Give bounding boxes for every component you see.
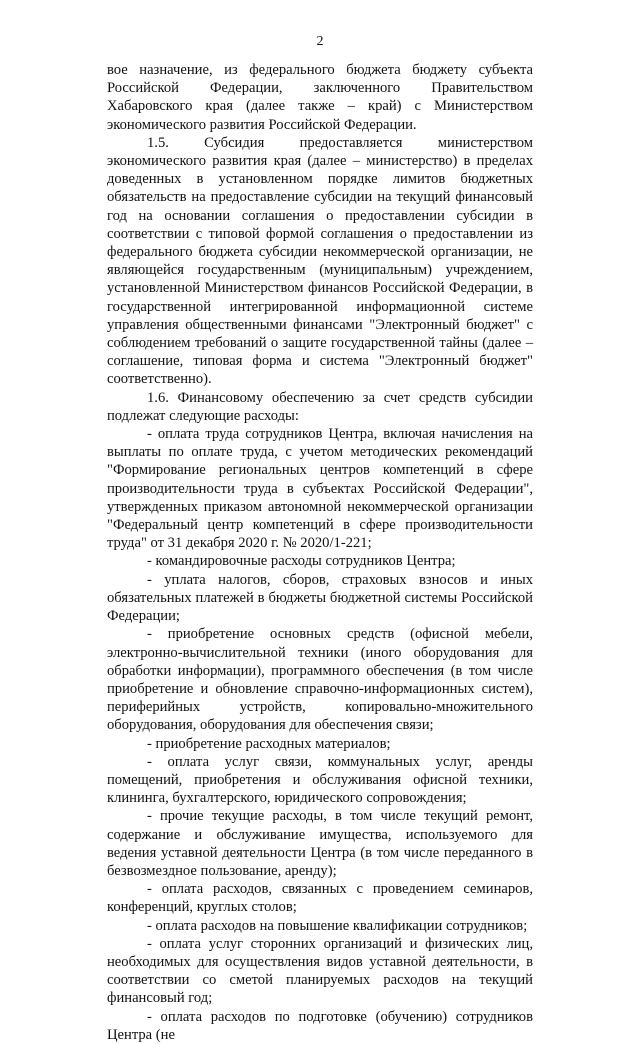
list-item: - оплата услуг сторонних организаций и физических лиц, необходимых для осуществления видов уставной деятельности, в соответствии со сметой планируемых расходов на текущий финансовый год; [107,935,533,1007]
list-item: - приобретение основных средств (офисной мебели, электронно-вычислительной техники (иного оборудования для обработки информации), программного обеспечения (в том числе приобретение и обновление справочно-информационных систем), периферийных устройств, копировально-множительного оборудования, оборудования для обеспечения связи; [107,626,533,734]
list-item: - оплата расходов, связанных с проведением семинаров, конференций, круглых столов; [107,881,533,916]
list-item: - прочие текущие расходы, в том числе текущий ремонт, содержание и обслуживание имущества, используемого для ведения уставной деятельности Центра (в том числе переданного в безвозмездное пользование, аренду); [107,808,533,879]
document-body [107,61,533,1044]
list-item: - командировочные расходы сотрудников Центра; [147,553,456,570]
list-item: - оплата труда сотрудников Центра, включая начисления на выплаты по оплате труда, с учетом методических рекомендаций "Формирование региональных центров компетенций в сфере производительности труда в субъектах Российской Федерации", утвержденных приказом автономной некоммерческой организации "Федеральный центр компетенций в сфере производительности труда" от 31 декабря 2020 г. № 2020/1-221; [107,426,533,552]
list-item: - оплата расходов на повышение квалификации сотрудников; [147,917,528,934]
list-item: - оплата услуг связи, коммунальных услуг, аренды помещений, приобретения и обслуживания офисной техники, клининга, бухгалтерского, юридического сопровождения; [107,753,533,807]
paragraph-1-6: 1.6. Финансовому обеспечению за счет средств субсидии подлежат следующие расходы: [107,389,533,424]
paragraph-1-5: 1.5. Субсидия предоставляется министерством экономического развития края (далее – министерство) в пределах доведенных в установленном порядке лимитов бюджетных обязательств на предоставление субсидии на текущий финансовый год на основании соглашения о предоставлении субсидии в соответствии с типовой формой соглашения о предоставлении из федерального бюджета субсидии некоммерческой организации, не являющейся государственным (муниципальным) учреждением, установленной Министерством финансов Российской Федерации, в государственной интегрированной информационной системе управления общественными финансами "Электронный бюджет" с соблюдением требований о защите государственной тайны (далее – соглашение, типовая форма и система "Электронный бюджет" соответственно). [107,134,533,388]
list-item: - приобретение расходных материалов; [147,735,391,752]
list-item: - оплата расходов по подготовке (обучению) сотрудников Центра (не [107,1008,533,1043]
paragraph-continuation: вое назначение, из федерального бюджета бюджету субъекта Российской Федерации, заключенного Правительством Хабаровского края (далее также – край) с Министерством экономического развития Российской Федерации. [107,62,533,133]
list-item: - уплата налогов, сборов, страховых взносов и иных обязательных платежей в бюджеты бюджетной системы Российской Федерации; [107,571,533,625]
page-number: 2 [316,34,324,49]
